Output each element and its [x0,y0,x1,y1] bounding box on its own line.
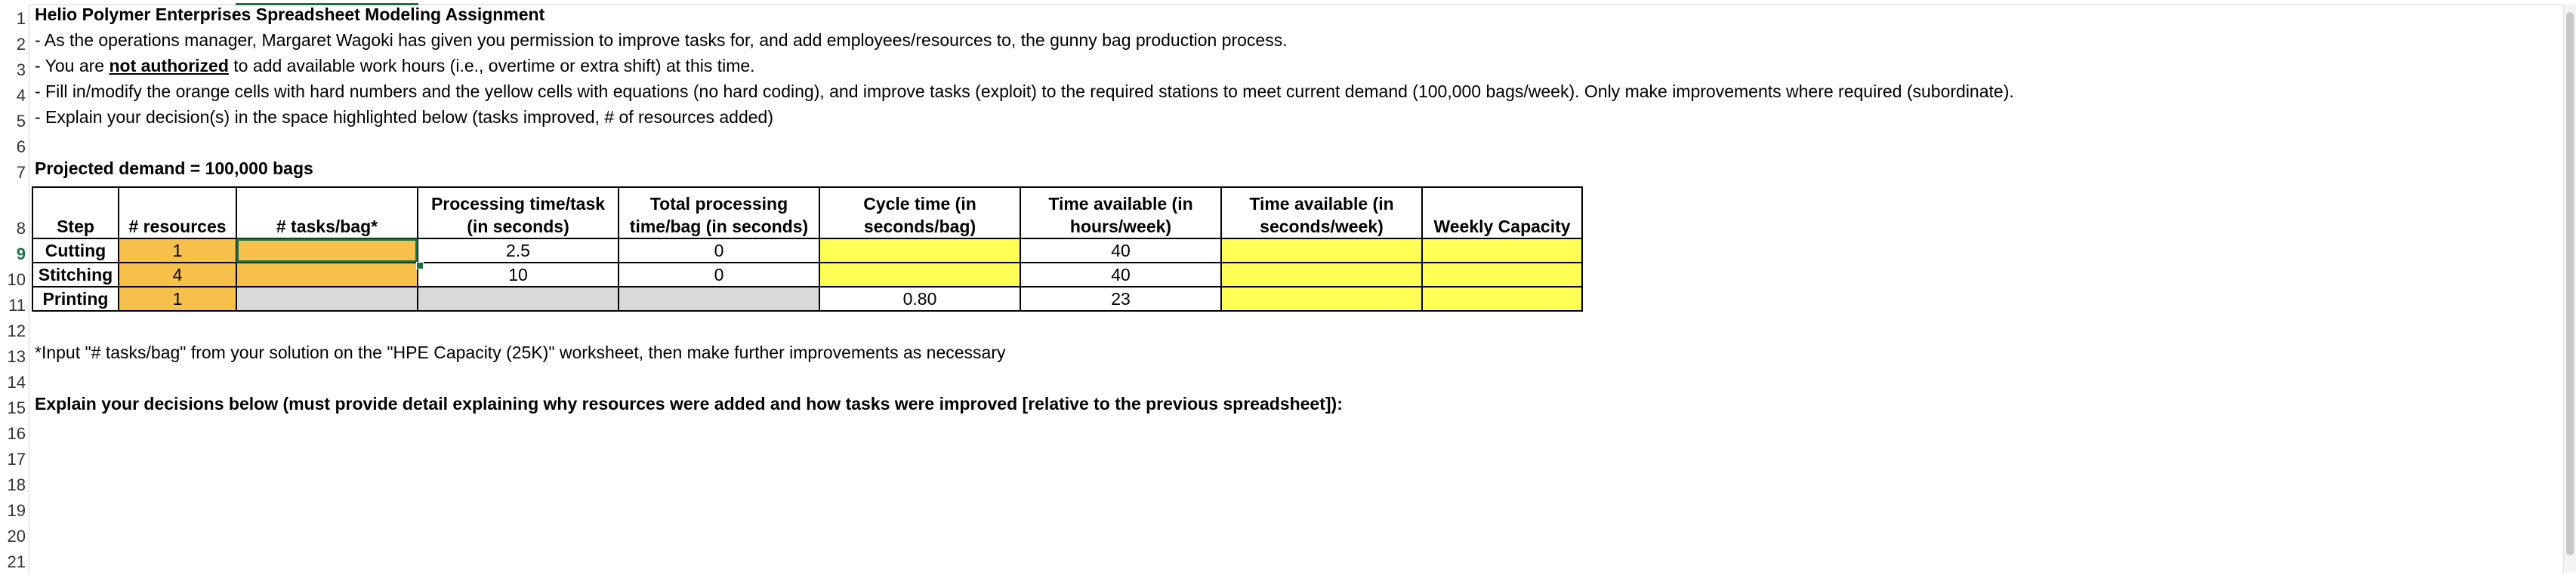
cell-time-seconds[interactable] [1221,263,1422,287]
cell-weekly-capacity[interactable] [1422,238,1582,263]
header-cycle-time[interactable]: Cycle time (in seconds/bag) [819,187,1020,238]
row-number[interactable]: 18 [7,475,26,494]
instruction-line-4[interactable]: - Explain your decision(s) in the space highlighted below (tasks improved, # of resources added) [35,107,774,127]
cell-cycle-time[interactable] [819,263,1020,287]
cell-time-seconds[interactable] [1221,287,1422,311]
cell-processing-time[interactable]: 2.5 [418,238,619,263]
cell-time-seconds[interactable] [1221,238,1422,263]
row-number[interactable]: 16 [7,424,26,443]
header-processing-time[interactable]: Processing time/task (in seconds) [418,187,619,238]
instruction-2-pre: - You are [35,56,110,75]
row-number[interactable]: 7 [16,163,26,182]
row-number[interactable]: 21 [7,552,26,571]
explain-prompt[interactable]: Explain your decisions below (must provide detail explaining why resources were added and how tasks were improved [relative to the previous spreadsheet]): [35,394,1343,414]
instruction-2-emphasis: not authorized [109,56,229,75]
header-resources[interactable]: # resources [119,187,236,238]
cell-time-hours[interactable]: 40 [1020,238,1221,263]
scrollbar-thumb[interactable] [2566,12,2574,555]
cell-total-processing[interactable] [619,287,819,311]
fill-handle[interactable] [416,262,424,269]
row-number[interactable]: 10 [7,270,26,289]
table-header-row [32,187,1582,238]
instruction-line-3[interactable]: - Fill in/modify the orange cells with hard numbers and the yellow cells with equations (no hard coding), and improve tasks (exploit) to the required stations to meet current demand (100,000 bags/week). Only make improvements where required (subordinate). [35,81,2014,101]
cell-time-hours[interactable]: 40 [1020,263,1221,287]
cell-resources[interactable]: 4 [119,263,236,287]
cell-weekly-capacity[interactable] [1422,287,1582,311]
footnote[interactable]: *Input "# tasks/bag" from your solution on the "HPE Capacity (25K)" worksheet, then make further improvements as necessary [35,343,1006,362]
cell-tasks-per-bag[interactable] [236,263,418,287]
header-step[interactable]: Step [32,187,119,238]
capacity-table [32,186,1583,312]
cell-cycle-time[interactable]: 0.80 [819,287,1020,311]
cell-total-processing[interactable]: 0 [619,263,819,287]
projected-demand-label[interactable]: Projected demand = 100,000 bags [35,158,313,178]
row-number-active[interactable]: 9 [16,244,26,263]
header-total-processing[interactable]: Total processing time/bag (in seconds) [619,187,819,238]
cell-resources[interactable]: 1 [119,238,236,263]
header-time-seconds[interactable]: Time available (in seconds/week) [1221,187,1422,238]
table-row-stitching [32,263,1582,287]
cell-total-processing[interactable]: 0 [619,238,819,263]
cell-step[interactable]: Printing [32,287,119,311]
row-number[interactable]: 17 [7,450,26,469]
header-weekly-capacity[interactable]: Weekly Capacity [1422,187,1582,238]
cell-processing-time[interactable]: 10 [418,263,619,287]
cell-cycle-time[interactable] [819,238,1020,263]
row-number[interactable]: 2 [16,35,26,54]
row-header-gutter [0,5,29,573]
row-number[interactable]: 8 [16,219,26,238]
row-number[interactable]: 14 [7,373,26,392]
cell-resources[interactable]: 1 [119,287,236,311]
cell-step[interactable]: Stitching [32,263,119,287]
header-time-hours[interactable]: Time available (in hours/week) [1020,187,1221,238]
row-number[interactable]: 11 [8,296,26,315]
cell-processing-time[interactable] [418,287,619,311]
cell-time-hours[interactable]: 23 [1020,287,1221,311]
table-row-printing [32,287,1582,311]
cell-tasks-per-bag[interactable] [236,287,418,311]
vertical-scrollbar[interactable] [2563,5,2576,573]
cell-weekly-capacity[interactable] [1422,263,1582,287]
cell-tasks-per-bag-selected[interactable] [236,238,418,263]
instruction-line-1[interactable]: - As the operations manager, Margaret Wagoki has given you permission to improve tasks for, and add employees/resources to, the gunny bag production process. [35,30,1288,50]
row-number[interactable]: 12 [7,321,26,340]
row-number[interactable]: 6 [16,137,26,156]
row-number[interactable]: 1 [16,9,26,28]
row-number[interactable]: 5 [16,112,26,131]
table-row-cutting [32,238,1582,263]
row-number[interactable]: 15 [7,398,26,417]
row-number[interactable]: 3 [16,60,26,79]
instruction-line-2[interactable] [35,53,755,78]
row-number[interactable]: 13 [7,347,26,366]
cell-step[interactable]: Cutting [32,238,119,263]
row-number[interactable]: 20 [7,527,26,546]
assignment-title[interactable]: Helio Polymer Enterprises Spreadsheet Modeling Assignment [35,5,545,24]
instruction-2-post: to add available work hours (i.e., overtime or extra shift) at this time. [228,56,755,75]
row-number[interactable]: 4 [16,86,26,105]
header-tasks-per-bag[interactable]: # tasks/bag* [236,187,418,238]
row-number[interactable]: 19 [7,501,26,520]
